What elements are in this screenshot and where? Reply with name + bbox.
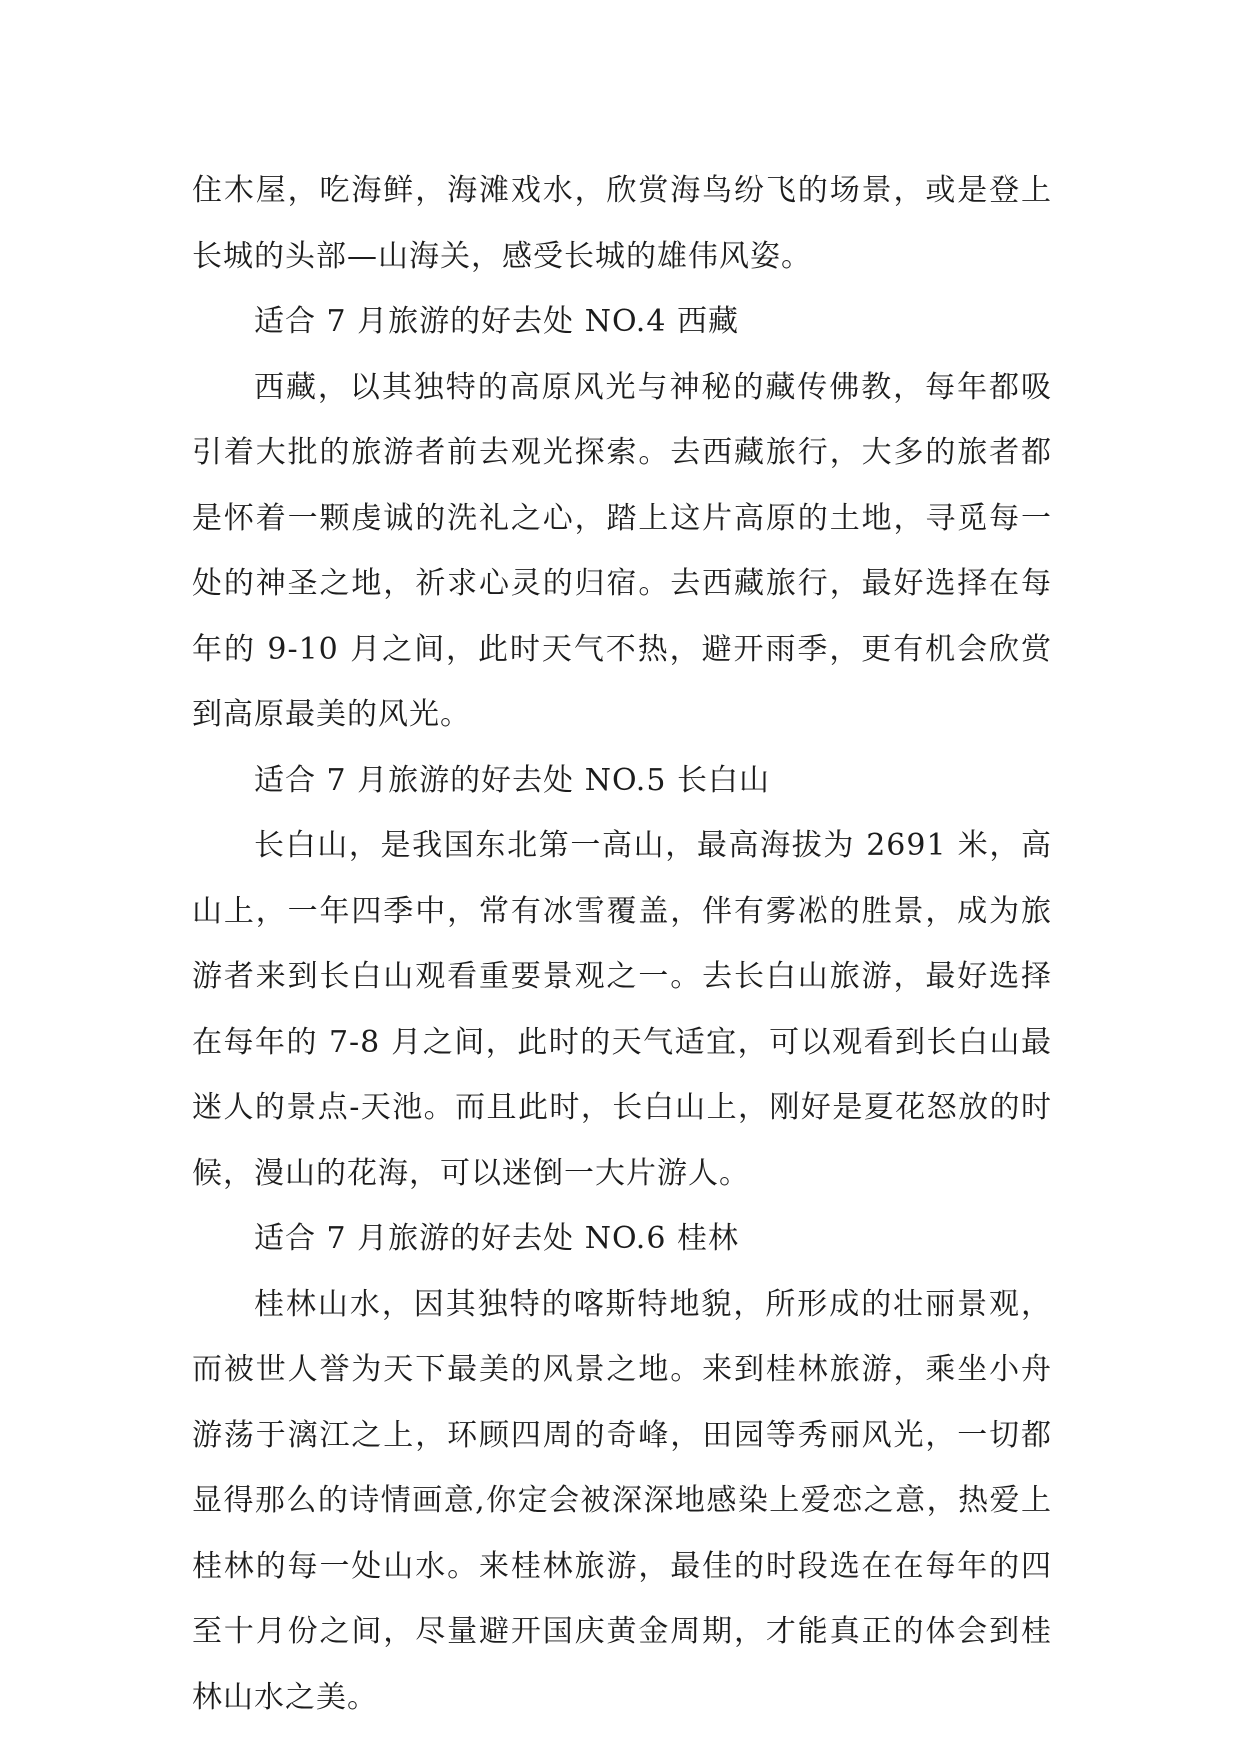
section-heading-guilin: 适合 7 月旅游的好去处 NO.6 桂林 xyxy=(254,1221,739,1256)
paragraph-guilin: 桂林山水，因其独特的喀斯特地貌，所形成的壮丽景观，而被世人誉为天下最美的风景之地。来到桂林旅游，乘坐小舟游荡于漓江之上，环顾四周的奇峰，田园等秀丽风光，一切都显得那么的诗情画意,你定会被深深地感染上爱恋之意，热爱上桂林的每一处山水。来桂林旅游，最佳的时段选在在每年的四至十月份之间，尽量避开国庆黄金周期，才能真正的体会到桂林山水之美。 xyxy=(192,1286,1052,1715)
paragraph-continuation: 住木屋，吃海鲜，海滩戏水，欣赏海鸟纷飞的场景，或是登上长城的头部—山海关，感受长城的雄伟风姿。 xyxy=(192,173,1052,274)
section-heading-tibet: 适合 7 月旅游的好去处 NO.4 西藏 xyxy=(254,304,739,339)
section-heading-changbai-mountain: 适合 7 月旅游的好去处 NO.5 长白山 xyxy=(254,762,770,798)
document-body xyxy=(192,158,1052,1730)
paragraph-changbai-mountain: 长白山，是我国东北第一高山，最高海拔为 2691 米，高山上，一年四季中，常有冰雪覆盖，伴有雾凇的胜景，成为旅游者来到长白山观看重要景观之一。去长白山旅游，最好选择在每年的 7-8 月之间，此时的天气适宜，可以观看到长白山最迷人的景点-天池。而且此时，长白山上，刚好是夏花怒放的时候，漫山的花海，可以迷倒一大片游人。 xyxy=(192,828,1052,1191)
paragraph-tibet: 西藏，以其独特的高原风光与神秘的藏传佛教，每年都吸引着大批的旅游者前去观光探索。去西藏旅行，大多的旅者都是怀着一颗虔诚的洗礼之心，踏上这片高原的土地，寻觅每一处的神圣之地，祈求心灵的归宿。去西藏旅行，最好选择在每年的 9-10 月之间，此时天气不热，避开雨季，更有机会欣赏到高原最美的风光。 xyxy=(192,369,1052,732)
